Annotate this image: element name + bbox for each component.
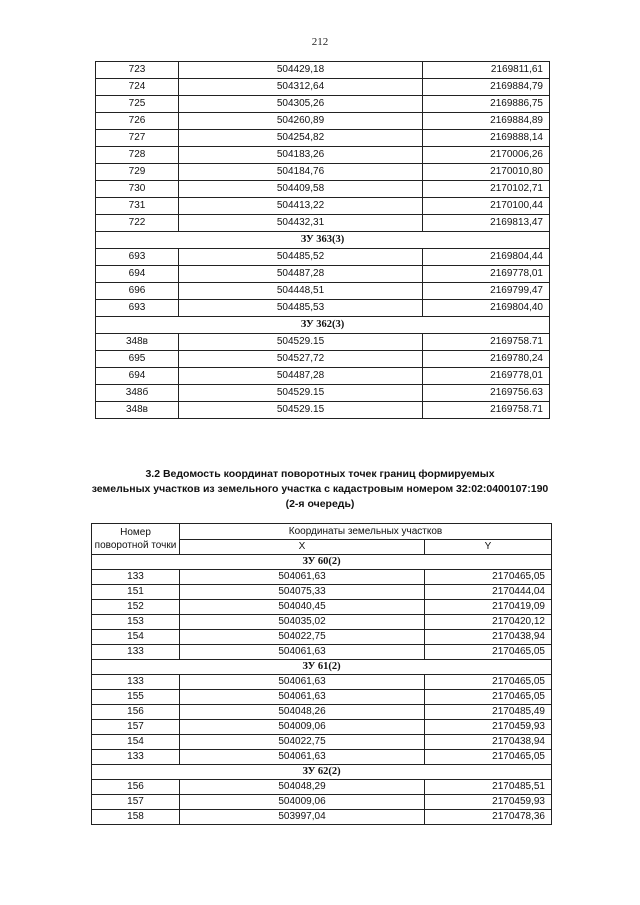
coordinates-table-continued [95, 61, 550, 419]
section-heading-line-1: 3.2 Ведомость координат поворотных точек границ формируемых [145, 468, 495, 480]
point-number-cell: 133 [92, 645, 180, 660]
x-coordinate-cell: 504061,63 [180, 750, 425, 765]
point-number-cell: 727 [96, 130, 179, 147]
y-coordinate-cell: 2170006,26 [423, 147, 550, 164]
y-coordinate-cell: 2170459,93 [425, 720, 552, 735]
table-row [92, 585, 552, 600]
table-row [96, 368, 550, 385]
group-row [92, 660, 552, 675]
y-coordinate-cell: 2170010,80 [423, 164, 550, 181]
x-coordinate-cell: 504040,45 [180, 600, 425, 615]
table-row [92, 630, 552, 645]
point-number-cell: 133 [92, 675, 180, 690]
table-row [96, 96, 550, 113]
table-row [96, 283, 550, 300]
y-coordinate-cell: 2170419,09 [425, 600, 552, 615]
table-row [96, 147, 550, 164]
point-number-cell: 694 [96, 266, 179, 283]
table-row [96, 79, 550, 96]
group-row [92, 555, 552, 570]
x-coordinate-cell: 504260,89 [179, 113, 423, 130]
table-row [92, 720, 552, 735]
point-number-cell: 156 [92, 780, 180, 795]
group-label: ЗУ 60(2) [92, 555, 552, 570]
y-coordinate-cell: 2169804,40 [423, 300, 550, 317]
x-coordinate-cell: 504022,75 [180, 630, 425, 645]
table-row [92, 675, 552, 690]
point-number-cell: 154 [92, 630, 180, 645]
point-number-cell: 724 [96, 79, 179, 96]
header-point-number: Номер поворотной точки [92, 524, 180, 555]
group-label: ЗУ 362(3) [96, 317, 550, 334]
table-row [92, 615, 552, 630]
y-coordinate-cell: 2170485,51 [425, 780, 552, 795]
table-row [96, 198, 550, 215]
y-coordinate-cell: 2169886,75 [423, 96, 550, 113]
y-coordinate-cell: 2169778,01 [423, 266, 550, 283]
point-number-cell: 722 [96, 215, 179, 232]
y-coordinate-cell: 2170478,36 [425, 810, 552, 825]
table-row [96, 130, 550, 147]
group-label: ЗУ 61(2) [92, 660, 552, 675]
point-number-cell: 348в [96, 402, 179, 419]
point-number-cell: 348в [96, 334, 179, 351]
y-coordinate-cell: 2170465,05 [425, 675, 552, 690]
point-number-cell: 156 [92, 705, 180, 720]
x-coordinate-cell: 504448,51 [179, 283, 423, 300]
table-row [96, 164, 550, 181]
point-number-cell: 695 [96, 351, 179, 368]
point-number-cell: 155 [92, 690, 180, 705]
y-coordinate-cell: 2169799,47 [423, 283, 550, 300]
y-coordinate-cell: 2170465,05 [425, 570, 552, 585]
y-coordinate-cell: 2169758.71 [423, 402, 550, 419]
point-number-cell: 133 [92, 750, 180, 765]
y-coordinate-cell: 2169884,79 [423, 79, 550, 96]
y-coordinate-cell: 2170465,05 [425, 750, 552, 765]
point-number-cell: 157 [92, 720, 180, 735]
x-coordinate-cell: 504485,52 [179, 249, 423, 266]
table-body [96, 62, 550, 419]
table-header [92, 524, 552, 555]
x-coordinate-cell: 504409,58 [179, 181, 423, 198]
x-coordinate-cell: 504305,26 [179, 96, 423, 113]
table-row [92, 690, 552, 705]
x-coordinate-cell: 504487,28 [179, 266, 423, 283]
point-number-cell: 696 [96, 283, 179, 300]
y-coordinate-cell: 2170465,05 [425, 690, 552, 705]
y-coordinate-cell: 2170100,44 [423, 198, 550, 215]
x-coordinate-cell: 504061,63 [180, 690, 425, 705]
header-x: X [180, 539, 425, 555]
y-coordinate-cell: 2169884,89 [423, 113, 550, 130]
x-coordinate-cell: 504184,76 [179, 164, 423, 181]
y-coordinate-cell: 2169778,01 [423, 368, 550, 385]
x-coordinate-cell: 504529.15 [179, 334, 423, 351]
point-number-cell: 348б [96, 385, 179, 402]
table-row [96, 266, 550, 283]
table-row [92, 795, 552, 810]
header-y: Y [425, 539, 552, 555]
point-number-cell: 693 [96, 300, 179, 317]
y-coordinate-cell: 2169811,61 [423, 62, 550, 79]
table-row [96, 351, 550, 368]
table-row [96, 113, 550, 130]
x-coordinate-cell: 504485,53 [179, 300, 423, 317]
x-coordinate-cell: 504048,26 [180, 705, 425, 720]
y-coordinate-cell: 2169758.71 [423, 334, 550, 351]
x-coordinate-cell: 504061,63 [180, 675, 425, 690]
x-coordinate-cell: 504529.15 [179, 385, 423, 402]
table-row [92, 570, 552, 585]
table-row [96, 249, 550, 266]
y-coordinate-cell: 2170459,93 [425, 795, 552, 810]
section-heading [0, 467, 640, 512]
group-label: ЗУ 363(3) [96, 232, 550, 249]
point-number-cell: 152 [92, 600, 180, 615]
x-coordinate-cell: 504061,63 [180, 570, 425, 585]
x-coordinate-cell: 504009,06 [180, 720, 425, 735]
table-row [96, 300, 550, 317]
y-coordinate-cell: 2169804,44 [423, 249, 550, 266]
point-number-cell: 726 [96, 113, 179, 130]
x-coordinate-cell: 504183,26 [179, 147, 423, 164]
group-row [96, 317, 550, 334]
x-coordinate-cell: 504009,06 [180, 795, 425, 810]
x-coordinate-cell: 504048,29 [180, 780, 425, 795]
page-number: 212 [311, 36, 329, 48]
group-row [92, 765, 552, 780]
table-row [96, 215, 550, 232]
x-coordinate-cell: 504075,33 [180, 585, 425, 600]
point-number-cell: 731 [96, 198, 179, 215]
y-coordinate-cell: 2170438,94 [425, 630, 552, 645]
point-number-cell: 728 [96, 147, 179, 164]
y-coordinate-cell: 2170102,71 [423, 181, 550, 198]
point-number-cell: 729 [96, 164, 179, 181]
x-coordinate-cell: 504429,18 [179, 62, 423, 79]
coordinates-table [91, 523, 552, 825]
section-heading-line-3: (2-я очередь) [285, 498, 355, 510]
y-coordinate-cell: 2170465,05 [425, 645, 552, 660]
table-row [92, 600, 552, 615]
group-row [96, 232, 550, 249]
point-number-cell: 157 [92, 795, 180, 810]
y-coordinate-cell: 2170444,04 [425, 585, 552, 600]
table-row [92, 810, 552, 825]
table-row [92, 705, 552, 720]
x-coordinate-cell: 504022,75 [180, 735, 425, 750]
point-number-cell: 694 [96, 368, 179, 385]
x-coordinate-cell: 504432,31 [179, 215, 423, 232]
point-number-cell: 133 [92, 570, 180, 585]
table-row [92, 780, 552, 795]
x-coordinate-cell: 504061,63 [180, 645, 425, 660]
table-row [92, 750, 552, 765]
x-coordinate-cell: 504527,72 [179, 351, 423, 368]
x-coordinate-cell: 504312,64 [179, 79, 423, 96]
table-row [96, 402, 550, 419]
point-number-cell: 693 [96, 249, 179, 266]
y-coordinate-cell: 2169756.63 [423, 385, 550, 402]
point-number-cell: 725 [96, 96, 179, 113]
point-number-cell: 723 [96, 62, 179, 79]
table-row [96, 385, 550, 402]
section-heading-line-2: земельных участков из земельного участка с кадастровым номером 32:02:0400107:190 [91, 483, 549, 495]
x-coordinate-cell: 504035,02 [180, 615, 425, 630]
table-row [96, 334, 550, 351]
header-coordinates: Координаты земельных участков [180, 524, 552, 540]
x-coordinate-cell: 504529.15 [179, 402, 423, 419]
point-number-cell: 151 [92, 585, 180, 600]
x-coordinate-cell: 503997,04 [180, 810, 425, 825]
y-coordinate-cell: 2170485,49 [425, 705, 552, 720]
table-row [92, 645, 552, 660]
y-coordinate-cell: 2170438,94 [425, 735, 552, 750]
group-label: ЗУ 62(2) [92, 765, 552, 780]
table-body [92, 555, 552, 825]
table-row [96, 181, 550, 198]
point-number-cell: 730 [96, 181, 179, 198]
x-coordinate-cell: 504254,82 [179, 130, 423, 147]
table-row [92, 735, 552, 750]
table-row [96, 62, 550, 79]
point-number-cell: 158 [92, 810, 180, 825]
y-coordinate-cell: 2170420,12 [425, 615, 552, 630]
point-number-cell: 154 [92, 735, 180, 750]
x-coordinate-cell: 504487,28 [179, 368, 423, 385]
y-coordinate-cell: 2169813,47 [423, 215, 550, 232]
y-coordinate-cell: 2169780,24 [423, 351, 550, 368]
y-coordinate-cell: 2169888,14 [423, 130, 550, 147]
point-number-cell: 153 [92, 615, 180, 630]
x-coordinate-cell: 504413,22 [179, 198, 423, 215]
